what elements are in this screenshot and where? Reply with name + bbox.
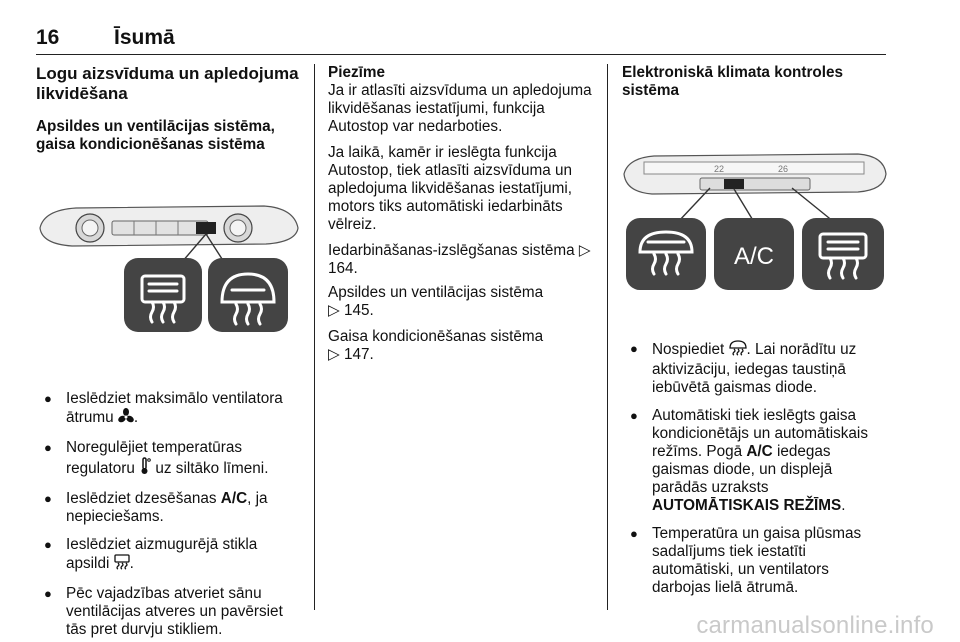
thermometer-icon [139, 457, 151, 480]
list-item: ● Automātiski tiek ieslēgts gaisa kondicionētājs un automātiskais režīms. Pogā A/C iedegas gaismas diode, un displejā parādās uzraksts AUTOMĀTISKAIS REŽĪMS. [630, 407, 868, 514]
section-heading: Logu aizsvīduma un apledojuma likvidēšana [36, 64, 299, 103]
page-header [36, 20, 886, 55]
chapter-title: Īsumā [114, 26, 175, 49]
note-paragraph: Ja ir atlasīti aizsvīduma un apledojuma likvidēšanas iestatījumi, funkcija Autostop var nedarboties. [328, 82, 592, 135]
column-middle [328, 64, 596, 364]
list-item: ● Ieslēdziet maksimālo ventilatora ātrumu . [36, 390, 300, 429]
list-item: ● Temperatūra un gaisa plūsmas sadalījums tiek iestatīti automātiski, un ventilators darbojas lielā ātrumā. [630, 525, 862, 596]
page-number: 16 [36, 26, 60, 49]
page-ref-arrow-icon: ▷ [328, 302, 340, 319]
note-paragraph: Iedarbināšanas-izslēgšanas sistēma ▷ 164. [328, 242, 591, 277]
control-panel-illustration [36, 198, 300, 346]
column-right [622, 64, 888, 597]
windshield-defrost-icon [729, 340, 747, 361]
svg-text:A/C: A/C [733, 243, 775, 270]
page-ref-arrow-icon: ▷ [328, 346, 340, 363]
list-item: ● Pēc vajadzības atveriet sānu ventilācijas atveres un pavērsiet tās pret durvju stikliem. [44, 585, 283, 638]
column-divider [314, 64, 315, 610]
climate-control-illustration [622, 152, 888, 294]
fan-icon [118, 408, 134, 429]
list-item: ● Noregulējiet temperatūras regulatoru uz siltāko līmeni. [36, 439, 300, 480]
note-title: Piezīme [328, 64, 385, 81]
list-item: ● Ieslēdziet aizmugurējā stikla apsildi . [36, 536, 300, 575]
cross-reference: Apsildes un ventilācijas sistēma ▷ 145. [328, 284, 544, 319]
list-item: ● Ieslēdziet dzesēšanas A/C, ja nepieciešams. [44, 490, 268, 525]
svg-text:26: 26 [778, 164, 789, 174]
section-heading: Elektroniskā klimata kontroles sistēma [622, 64, 844, 99]
column-left [36, 64, 300, 639]
svg-text:22: 22 [714, 164, 725, 174]
instruction-list [36, 390, 300, 639]
subsection-heading: Apsildes un ventilācijas sistēma, gaisa kondicionēšanas sistēma [36, 118, 275, 153]
page-ref-arrow-icon: ▷ [578, 242, 591, 259]
list-item: ● Nospiediet . Lai norādītu uz aktivizāciju, iedegas taustiņā iebūvētā gaismas diode. [630, 341, 857, 396]
column-divider [607, 64, 608, 610]
cross-reference: Gaisa kondicionēšanas sistēma ▷ 147. [328, 328, 544, 363]
note-paragraph: Ja laikā, kamēr ir ieslēgta funkcija Autostop, tiek atlasīti aizsvīduma un apledojuma likvidēšanas iestatījumi, motors tiks automātiski iedarbināts vēlreiz. [328, 144, 573, 233]
watermark: carmanualsonline.info [696, 612, 934, 639]
rear-defrost-icon [114, 554, 130, 575]
instruction-list [622, 340, 888, 597]
